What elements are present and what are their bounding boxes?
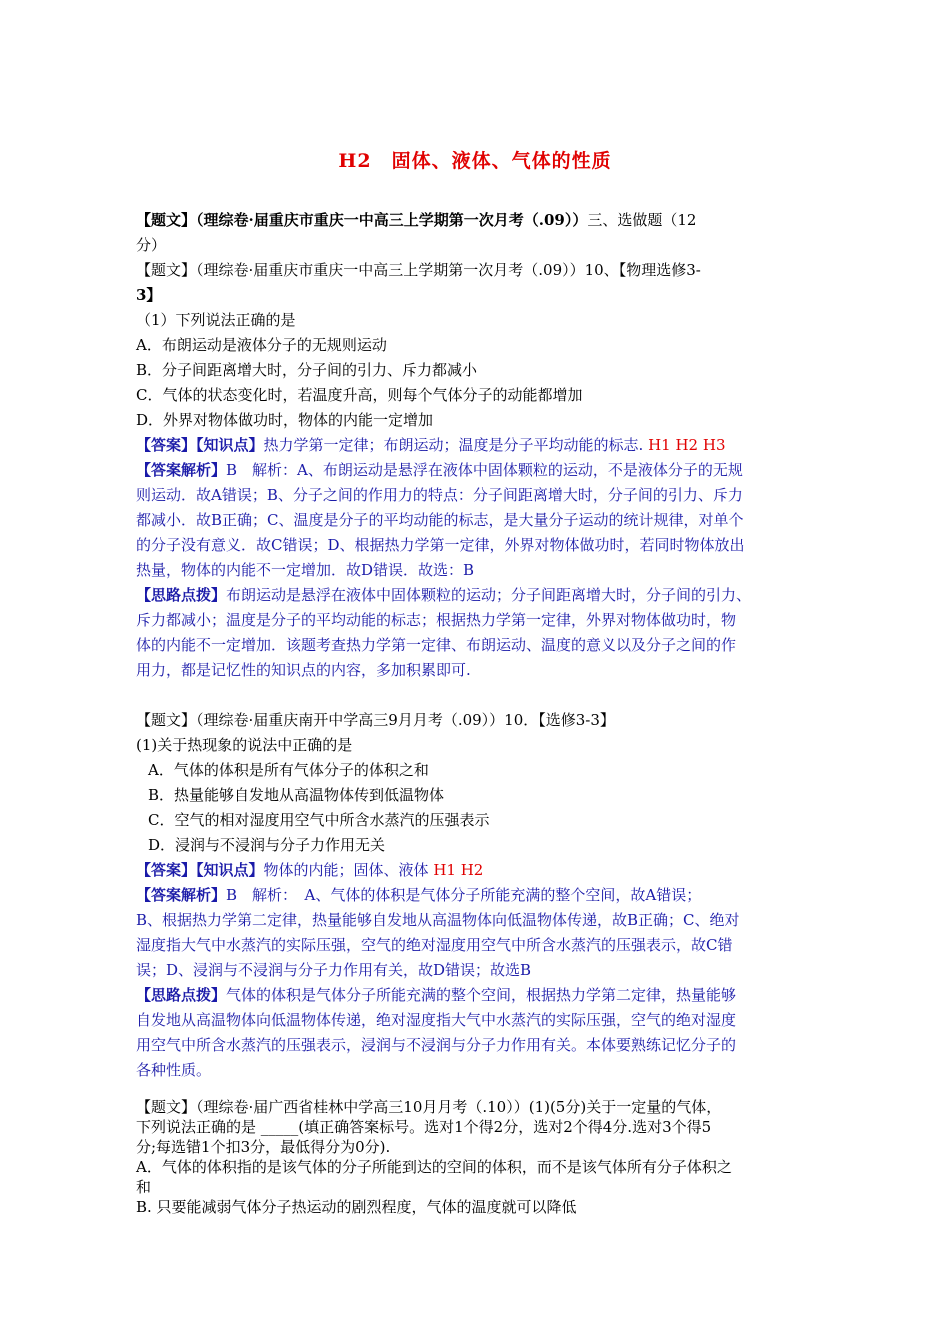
answer-codes: H1 H2 bbox=[433, 861, 484, 879]
answer-knowledge: 物体的内能；固体、液体 bbox=[263, 861, 429, 879]
question-header: 【题文】（理综卷·届广西省桂林中学高三10月月考（.10））(1)(5分)关于一定量的气体， bbox=[136, 1098, 722, 1116]
option-a: A．气体的体积指的是该气体的分子所能到达的空间的体积，而不是该气体所有分子体积之 bbox=[136, 1158, 732, 1176]
option-a: A．气体的体积是所有气体分子的体积之和 bbox=[148, 761, 429, 779]
answer-line bbox=[136, 858, 816, 883]
analysis-line: 都减小．故B正确；C、温度是分子的平均动能的标志，是大量分子运动的统计规律，对单个 bbox=[136, 511, 744, 529]
option-a-cont: 和 bbox=[136, 1178, 152, 1196]
hint-line bbox=[136, 983, 816, 1008]
analysis-line: B、根据热力学第二定律，热量能够自发地从高温物体向低温物体传递，故B正确；C、绝对 bbox=[136, 911, 740, 929]
hint-label: 【思路点拨】 bbox=[136, 986, 227, 1004]
analysis-line bbox=[136, 883, 816, 908]
question-stem: 下列说法正确的是 _____(填正确答案标号。选对1个得2分，选对2个得4分.选对3个得5 bbox=[136, 1118, 712, 1136]
question-stem: （1）下列说法正确的是 bbox=[136, 311, 296, 329]
question-header: 【题文】（理综卷·届重庆市重庆一中高三上学期第一次月考（.09））10、【物理选修3- bbox=[136, 261, 701, 279]
option-b: B．分子间距离增大时，分子间的引力、斥力都减小 bbox=[136, 361, 478, 379]
option-d: D．外界对物体做功时，物体的内能一定增加 bbox=[136, 411, 434, 429]
question-source: 【题文】（理综卷·届重庆市重庆一中高三上学期第一次月考（.09）） bbox=[136, 211, 588, 229]
question-header-cont: 分） bbox=[136, 236, 167, 254]
hint-line: 用力，都是记忆性的知识点的内容，多加积累即可. bbox=[136, 661, 471, 679]
analysis-text: B 解析：A、布朗运动是悬浮在液体中固体颗粒的运动，不是液体分子的无规 bbox=[226, 461, 743, 479]
page-title: H2 固体、液体、气体的性质 bbox=[338, 150, 612, 172]
question-header bbox=[136, 208, 816, 233]
question-stem-cont: 分;每选错1个扣3分，最低得分为0分). bbox=[136, 1138, 391, 1156]
option-d: D．浸润与不浸润与分子力作用无关 bbox=[148, 836, 386, 854]
answer-label: 【答案】【知识点】 bbox=[136, 436, 264, 454]
question-header-cont: 3】 bbox=[136, 286, 162, 304]
question-section: 三、选做题（12 bbox=[587, 211, 697, 229]
analysis-label: 【答案解析】 bbox=[136, 886, 227, 904]
question-2 bbox=[136, 708, 816, 1083]
question-1 bbox=[136, 258, 816, 683]
analysis-line: 则运动．故A错误；B、分子之间的作用力的特点：分子间距离增大时，分子间的引力、斥力 bbox=[136, 486, 743, 504]
answer-line bbox=[136, 433, 816, 458]
question-stem: (1)关于热现象的说法中正确的是 bbox=[136, 736, 353, 754]
option-c: C．空气的相对湿度用空气中所含水蒸汽的压强表示 bbox=[148, 811, 490, 829]
hint-line: 各种性质。 bbox=[136, 1061, 212, 1079]
option-b: B．热量能够自发地从高温物体传到低温物体 bbox=[148, 786, 445, 804]
question-header: 【题文】（理综卷·届重庆南开中学高三9月月考（.09））10．【选修3-3】 bbox=[136, 711, 615, 729]
hint-label: 【思路点拨】 bbox=[136, 586, 227, 604]
analysis-text: B 解析： A、气体的体积是气体分子所能充满的整个空间，故A错误； bbox=[226, 886, 702, 904]
hint-line bbox=[136, 583, 816, 608]
hint-line: 体的内能不一定增加．该题考查热力学第一定律、布朗运动、温度的意义以及分子之间的作 bbox=[136, 636, 737, 654]
hint-line: 用空气中所含水蒸汽的压强表示，浸润与不浸润与分子力作用有关。本体要熟练记忆分子的 bbox=[136, 1036, 737, 1054]
hint-line: 自发地从高温物体向低温物体传递，绝对湿度指大气中水蒸汽的实际压强，空气的绝对湿度 bbox=[136, 1011, 737, 1029]
analysis-line: 误；D、浸润与不浸润与分子力作用有关，故D错误；故选B bbox=[136, 961, 532, 979]
analysis-line: 的分子没有意义．故C错误；D、根据热力学第一定律，外界对物体做功时，若同时物体放出 bbox=[136, 536, 745, 554]
hint-text: 布朗运动是悬浮在液体中固体颗粒的运动；分子间距离增大时，分子间的引力、 bbox=[226, 586, 752, 604]
option-a: A．布朗运动是液体分子的无规则运动 bbox=[136, 336, 387, 354]
analysis-line: 湿度指大气中水蒸汽的实际压强，空气的绝对湿度用空气中所含水蒸汽的压强表示，故C错 bbox=[136, 936, 733, 954]
answer-codes: H1 H2 H3 bbox=[648, 436, 726, 454]
analysis-line: 热量，物体的内能不一定增加．故D错误．故选：B bbox=[136, 561, 475, 579]
answer-label: 【答案】【知识点】 bbox=[136, 861, 264, 879]
question-intro bbox=[136, 208, 816, 258]
hint-text: 气体的体积是气体分子所能充满的整个空间，根据热力学第二定律，热量能够 bbox=[226, 986, 737, 1004]
answer-knowledge: 热力学第一定律；布朗运动；温度是分子平均动能的标志. bbox=[263, 436, 644, 454]
hint-line: 斥力都减小；温度是分子的平均动能的标志；根据热力学第一定律，外界对物体做功时，物 bbox=[136, 611, 737, 629]
analysis-label: 【答案解析】 bbox=[136, 461, 227, 479]
option-c: C．气体的状态变化时，若温度升高，则每个气体分子的动能都增加 bbox=[136, 386, 583, 404]
question-3 bbox=[136, 1097, 816, 1217]
analysis-line bbox=[136, 458, 816, 483]
option-b: B. 只要能减弱气体分子热运动的剧烈程度，气体的温度就可以降低 bbox=[136, 1198, 577, 1216]
